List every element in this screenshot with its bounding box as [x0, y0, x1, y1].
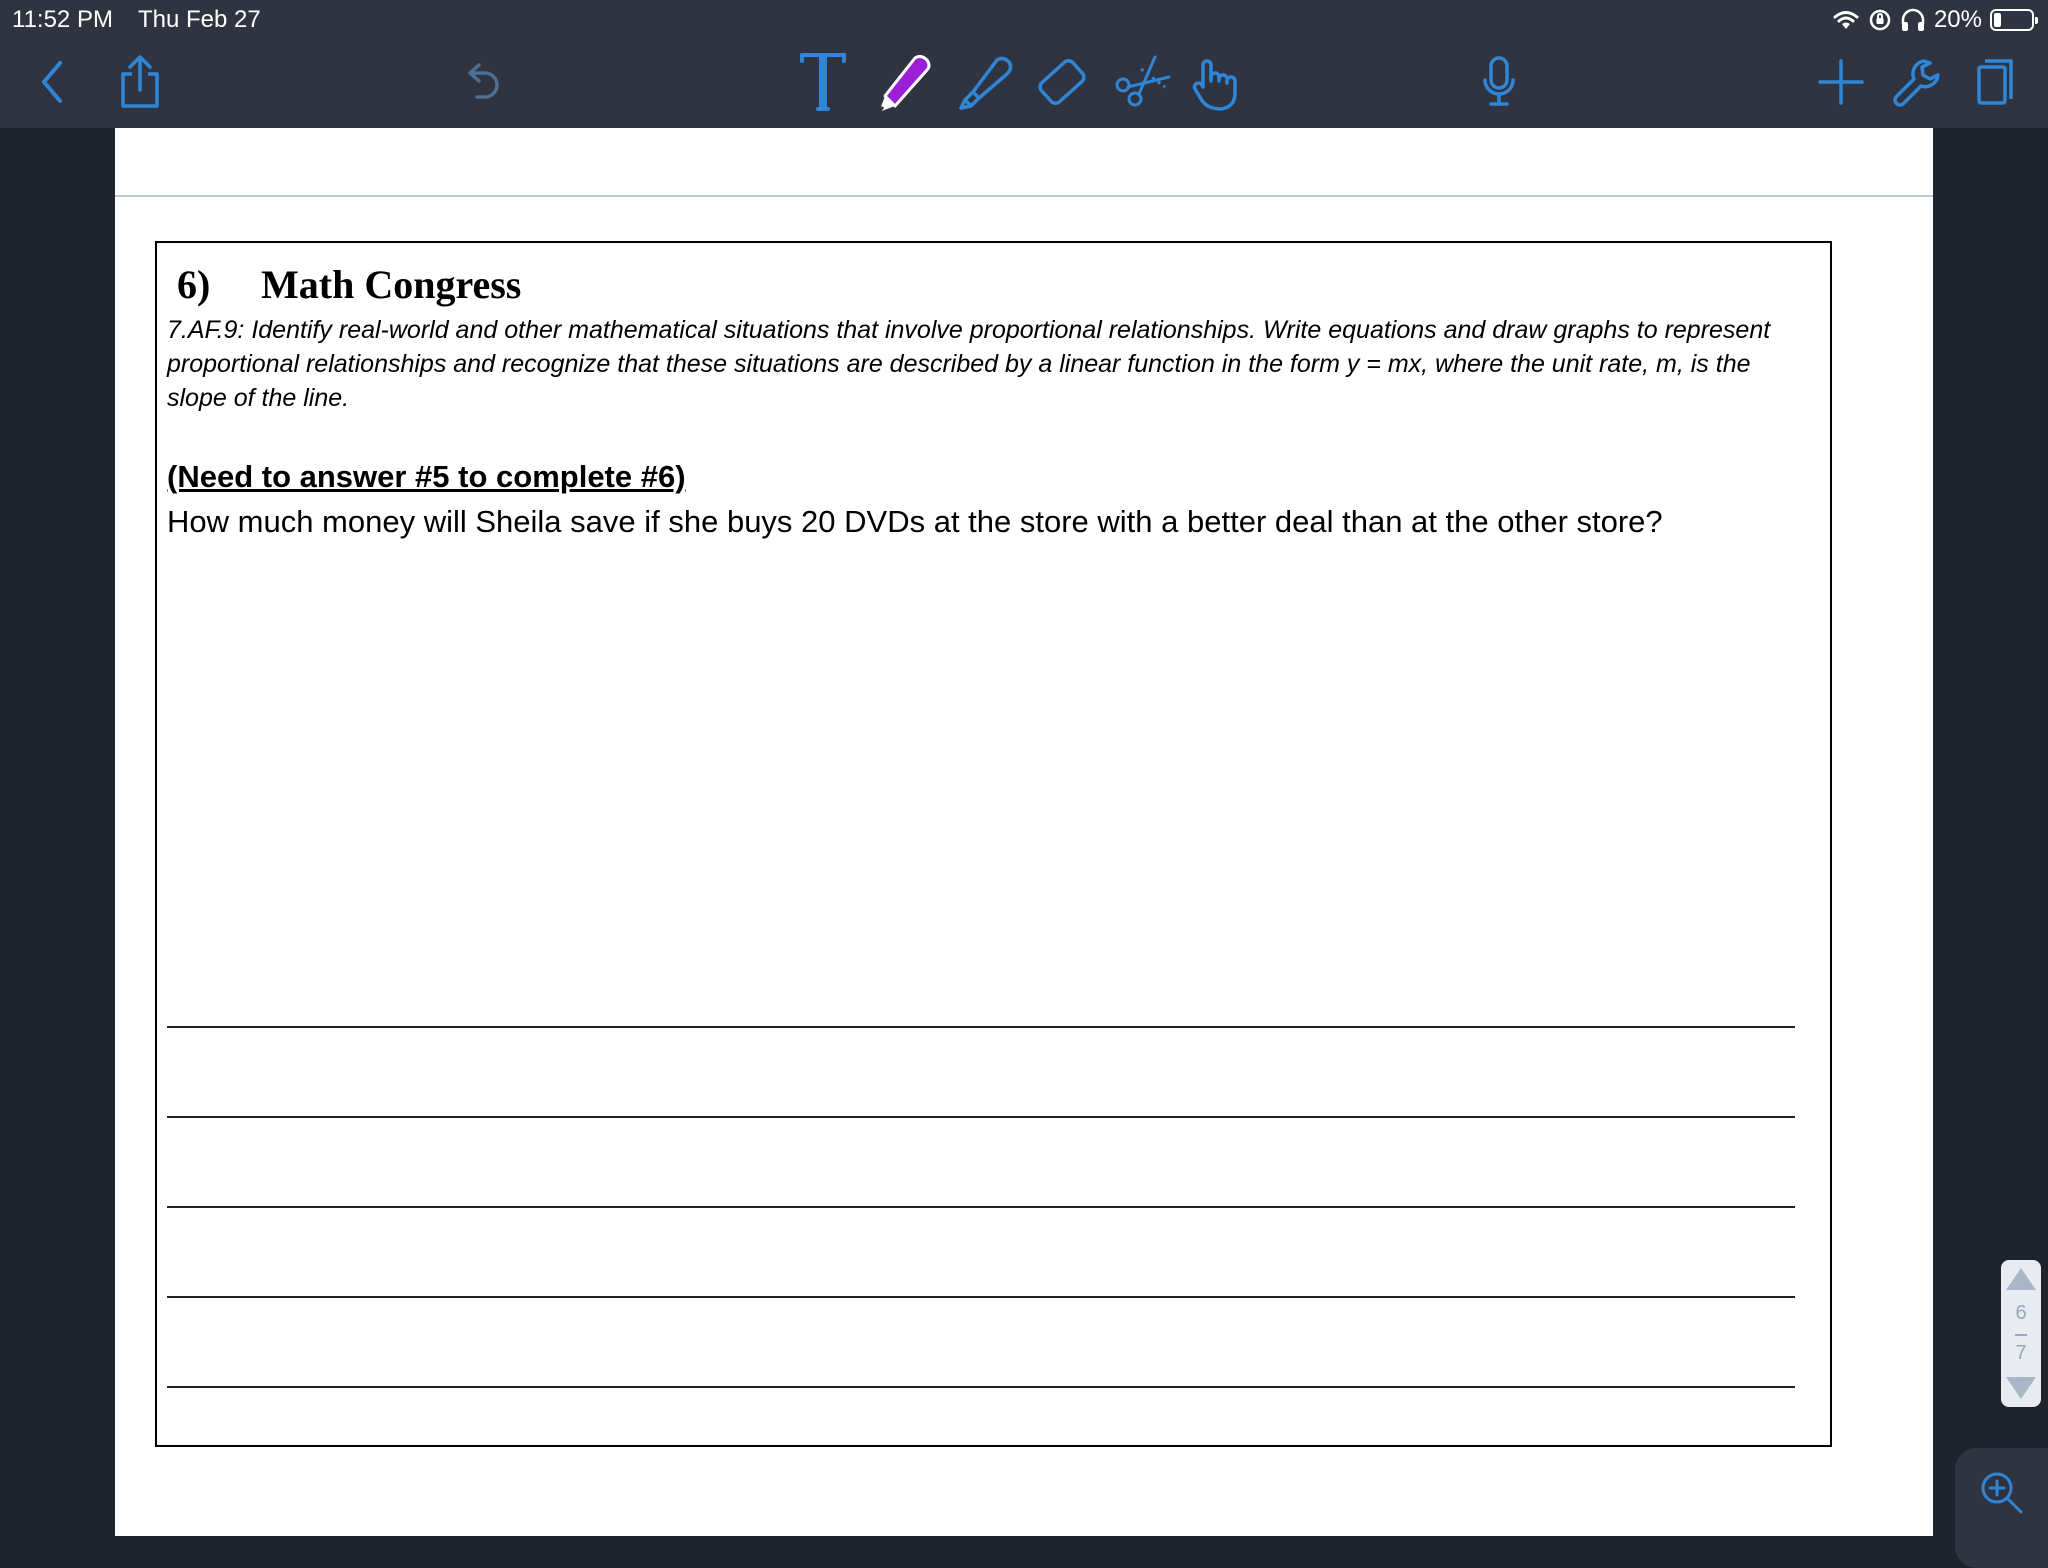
battery-percent: 20% [1933, 6, 1982, 33]
answer-line[interactable] [167, 1296, 1795, 1298]
next-page-arrow-icon[interactable] [2006, 1377, 2036, 1399]
text-tool[interactable] [791, 50, 855, 114]
hand-tool[interactable] [1185, 50, 1249, 114]
microphone-icon [1479, 54, 1519, 110]
question-title: Math Congress [261, 262, 522, 307]
question-heading [177, 261, 521, 308]
highlighter-tool[interactable] [953, 50, 1017, 114]
battery-fill [1994, 13, 2001, 27]
status-time: 11:52 PM [12, 6, 113, 33]
text-tool-icon [798, 51, 848, 113]
prerequisite-note: (Need to answer #5 to complete #6) [167, 459, 686, 494]
add-button[interactable] [1809, 50, 1873, 114]
battery-icon [1990, 9, 2034, 31]
wrench-icon [1890, 55, 1944, 109]
lasso-scissors-icon [1111, 51, 1173, 113]
lasso-tool[interactable] [1110, 50, 1174, 114]
add-icon [1816, 57, 1866, 107]
current-page-number: 6 [2015, 1302, 2027, 1324]
answer-line[interactable] [167, 1026, 1795, 1028]
headphones-icon [1900, 8, 1926, 32]
share-button[interactable] [108, 50, 172, 114]
question-text: How much money will Sheila save if she buys 20 DVDs at the store with a better deal than at the other store? [167, 504, 1663, 539]
answer-line[interactable] [167, 1116, 1795, 1118]
eraser-icon [1031, 51, 1093, 113]
undo-button[interactable] [450, 50, 514, 114]
question-box [155, 241, 1832, 1447]
highlighter-icon [955, 52, 1015, 112]
undo-icon [457, 57, 507, 107]
eraser-tool[interactable] [1030, 50, 1094, 114]
microphone-button[interactable] [1467, 50, 1531, 114]
standard-text: 7.AF.9: Identify real-world and other mathematical situations that involve proportional relationships. Write equations and draw graphs to represent proportional relationships and recognize that these situations are described by a linear function in the form y = mx, where the unit rate, m, is the slope of the line. [167, 316, 1771, 412]
back-icon [34, 57, 74, 107]
document-page[interactable] [115, 128, 1933, 1536]
total-pages: 7 [2015, 1342, 2027, 1364]
pages-button[interactable] [1963, 50, 2027, 114]
pen-tool-icon [871, 50, 935, 114]
page-header-divider [115, 195, 1933, 197]
question-number: 6) [177, 262, 211, 307]
status-date: Thu Feb 27 [138, 6, 261, 33]
previous-page-arrow-icon[interactable] [2006, 1268, 2036, 1290]
pages-icon [1973, 57, 2017, 107]
answer-line[interactable] [167, 1206, 1795, 1208]
hand-pointer-icon [1189, 51, 1245, 113]
zoom-button[interactable] [1955, 1448, 2048, 1568]
answer-line[interactable] [167, 1386, 1795, 1388]
wifi-icon [1832, 9, 1860, 31]
page-separator [2015, 1334, 2027, 1336]
share-icon [115, 54, 165, 110]
page-navigator[interactable] [2001, 1260, 2041, 1407]
pen-tool[interactable] [871, 50, 935, 114]
status-indicators [1832, 5, 2034, 35]
top-bar [0, 0, 2048, 128]
settings-button[interactable] [1885, 50, 1949, 114]
orientation-lock-icon [1868, 8, 1892, 32]
back-button[interactable] [22, 50, 86, 114]
